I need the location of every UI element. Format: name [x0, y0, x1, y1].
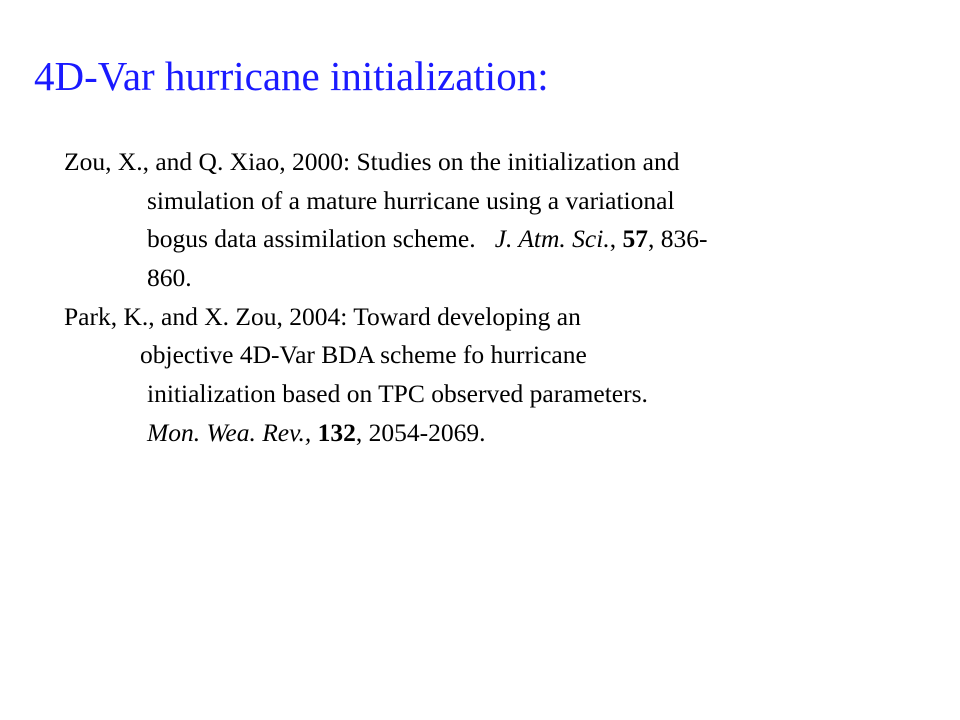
- reference-list: [64, 143, 924, 453]
- slide-title: 4D-Var hurricane initialization:: [34, 53, 549, 99]
- reference-line: bogus data assimilation scheme. J. Atm. Sci., 57, 836-: [147, 224, 708, 254]
- page-range: 836-: [660, 224, 708, 254]
- reference-item-park-zou-2004: [64, 298, 924, 453]
- reference-item-zou-xiao-2000: [64, 143, 924, 298]
- journal-name: J. Atm. Sci.: [494, 224, 610, 254]
- page-range: 2054-2069.: [368, 417, 486, 447]
- journal-name: Mon. Wea. Rev.,: [147, 417, 312, 447]
- reference-text: bogus data assimilation scheme.: [147, 224, 476, 254]
- reference-line: simulation of a mature hurricane using a variational: [147, 185, 675, 215]
- reference-line: objective 4D-Var BDA scheme fo hurricane: [140, 340, 587, 370]
- journal-volume: 132: [317, 417, 356, 447]
- reference-line: initialization based on TPC observed parameters.: [147, 379, 648, 409]
- reference-line: Zou, X., and Q. Xiao, 2000: Studies on the initialization and: [64, 147, 680, 176]
- reference-line: Park, K., and X. Zou, 2004: Toward developing an: [64, 301, 581, 331]
- journal-volume: 57: [622, 224, 648, 254]
- reference-line: 860.: [147, 263, 192, 293]
- reference-line: Mon. Wea. Rev., 132, 2054-2069.: [147, 417, 486, 447]
